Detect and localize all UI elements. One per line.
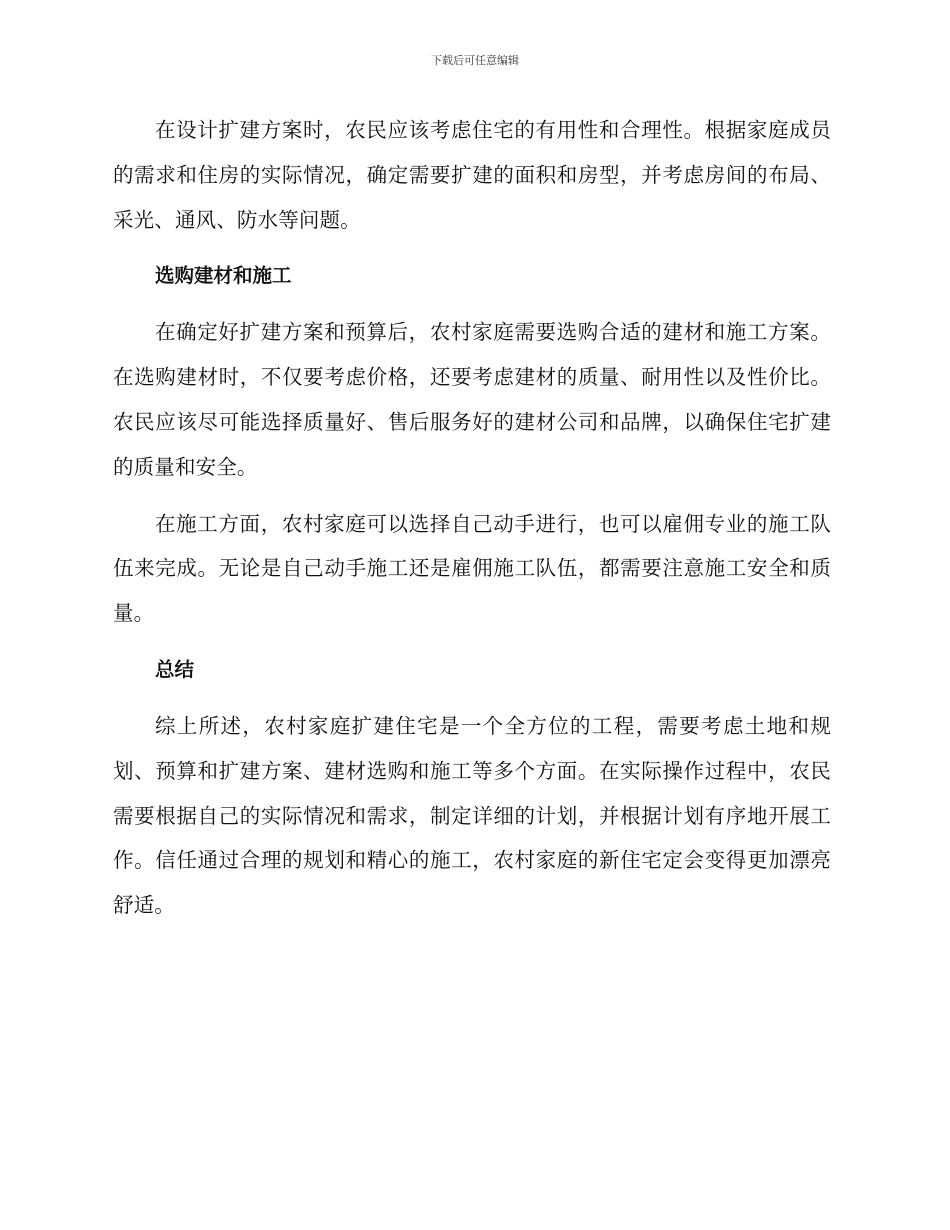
- section-heading-materials: 选购建材和施工: [155, 264, 292, 288]
- page-header: 下载后可任意编辑: [431, 54, 519, 67]
- paragraph-summary: 综上所述，农村家庭扩建住宅是一个全方位的工程，需要考虑土地和规划、预算和扩建方案、建材选购和施工等多个方面。在实际操作过程中，农民需要根据自己的实际情况和需求，制定详细的计划，并根据计划有序地开展工作。信任通过合理的规划和精心的施工，农村家庭的新住宅定会变得更加漂亮舒适。: [113, 713, 831, 918]
- document-body: [113, 108, 831, 940]
- paragraph-design-plan: 在设计扩建方案时，农民应该考虑住宅的有用性和合理性。根据家庭成员的需求和住房的实际情况，确定需要扩建的面积和房型，并考虑房间的布局、采光、通风、防水等问题。: [113, 118, 831, 232]
- paragraph-materials: 在确定好扩建方案和预算后，农村家庭需要选购合适的建材和施工方案。在选购建材时，不仅要考虑价格，还要考虑建材的质量、耐用性以及性价比。农民应该尽可能选择质量好、售后服务好的建材公司和品牌，以确保住宅扩建的质量和安全。: [113, 320, 831, 479]
- section-heading-summary: 总结: [155, 657, 195, 681]
- paragraph-construction: 在施工方面，农村家庭可以选择自己动手进行，也可以雇佣专业的施工队伍来完成。无论是自己动手施工还是雇佣施工队伍，都需要注意施工安全和质量。: [113, 511, 831, 626]
